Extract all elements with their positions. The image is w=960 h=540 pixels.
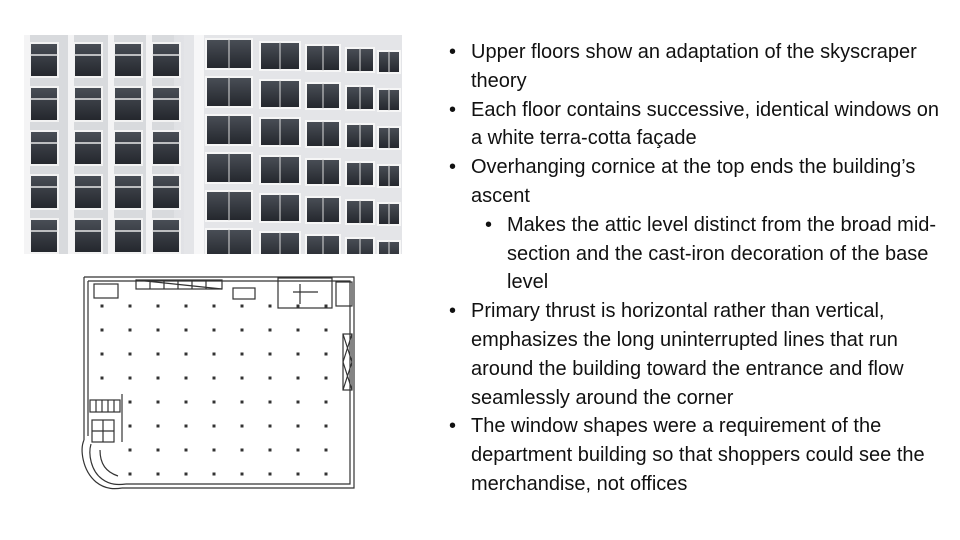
building-facade-photo xyxy=(24,35,402,254)
bullet-item: • The window shapes were a requirement of the department building so that shoppers could see the merchandise, not offices xyxy=(446,412,946,498)
bullet-item: • Primary thrust is horizontal rather than vertical, emphasizes the long uninterrupted lines that run around the building toward the entrance and flow seamlessly around the corner xyxy=(446,297,946,412)
sub-bullet-item: • Makes the attic level distinct from the broad mid-section and the cast-iron decoration of the base level xyxy=(482,211,946,297)
bullet-item: • Overhanging cornice at the top ends the building’s ascent xyxy=(446,153,946,211)
bullet-item: • Upper floors show an adaptation of the skyscraper theory xyxy=(446,38,946,96)
bullet-list xyxy=(446,38,946,499)
bullet-item: • Each floor contains successive, identical windows on a white terra-cotta façade xyxy=(446,96,946,154)
floor-plan-drawing xyxy=(78,274,360,495)
